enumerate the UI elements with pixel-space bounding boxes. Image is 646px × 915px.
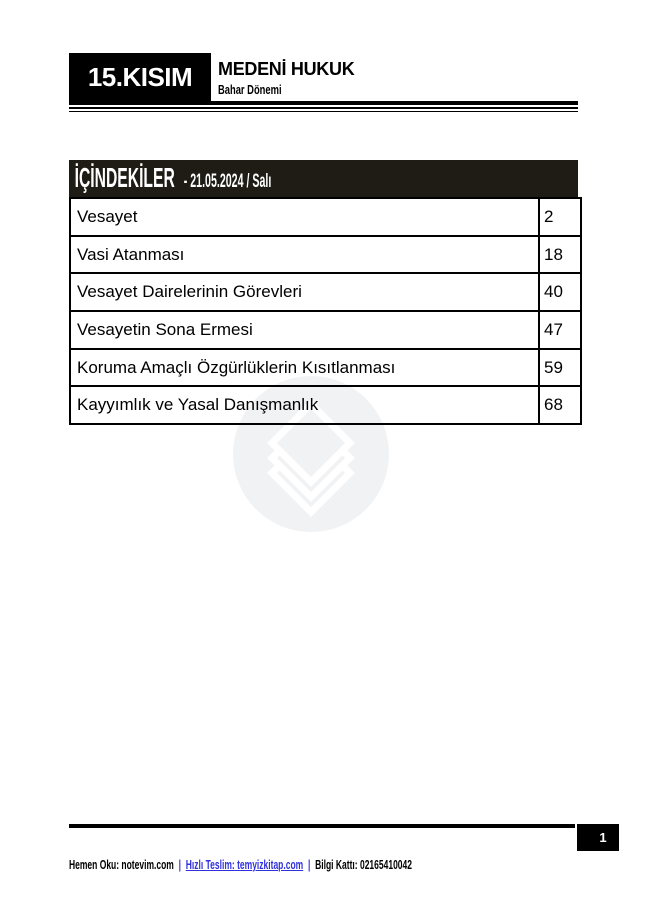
toc-entry-page: 47 — [544, 319, 563, 339]
toc-entry-title: Kayyımlık ve Yasal Danışmanlık — [71, 387, 540, 423]
toc-entry-page: 2 — [544, 206, 554, 226]
header-rule-mid — [69, 107, 578, 109]
toc-title: İÇİNDEKİLER — [74, 162, 175, 193]
page-number-badge — [577, 824, 619, 851]
footer-rule — [69, 824, 575, 828]
toc-date: - 21.05.2024 / Salı — [183, 171, 272, 192]
table-row — [71, 387, 580, 423]
footer-contact-line — [69, 858, 573, 872]
part-label: 15.KISIM — [87, 61, 193, 92]
table-row — [71, 350, 580, 388]
footer-separator: | — [307, 858, 311, 872]
table-row — [71, 199, 580, 237]
page-number: 1 — [599, 830, 607, 845]
toc-entry-title: Koruma Amaçlı Özgürlüklerin Kısıtlanması — [71, 350, 540, 386]
footer-delivery-link[interactable]: Hızlı Teslim: temyizkitap.com — [185, 858, 304, 872]
table-row — [71, 312, 580, 350]
footer-info-label: Bilgi Kattı: 02165410042 — [315, 858, 412, 872]
term-label-text: Bahar Dönemi — [218, 83, 282, 97]
term-label — [218, 83, 303, 97]
toc-header-bar — [69, 160, 578, 197]
toc-entry-page: 18 — [544, 244, 563, 264]
toc-entry-title: Vesayet Dairelerinin Görevleri — [71, 274, 540, 310]
toc-entry-title: Vesayet — [71, 199, 540, 235]
table-row — [71, 237, 580, 275]
header-rule-thick — [69, 101, 578, 105]
footer-contact-text — [69, 858, 412, 872]
footer-read-label: Hemen Oku: notevim.com — [69, 858, 174, 872]
toc-entry-title: Vesayetin Sona Ermesi — [71, 312, 540, 348]
part-badge — [69, 53, 211, 101]
toc-entry-page: 59 — [544, 357, 563, 377]
header-rule-thin — [69, 111, 578, 113]
toc-entry-page: 40 — [544, 282, 563, 302]
toc-header-line — [69, 160, 354, 195]
toc-table — [69, 197, 582, 425]
toc-entry-title: Vasi Atanması — [71, 237, 540, 273]
table-row — [71, 274, 580, 312]
footer-separator: | — [178, 858, 181, 872]
course-title: MEDENİ HUKUK — [218, 59, 355, 79]
toc-entry-page: 68 — [544, 395, 563, 415]
